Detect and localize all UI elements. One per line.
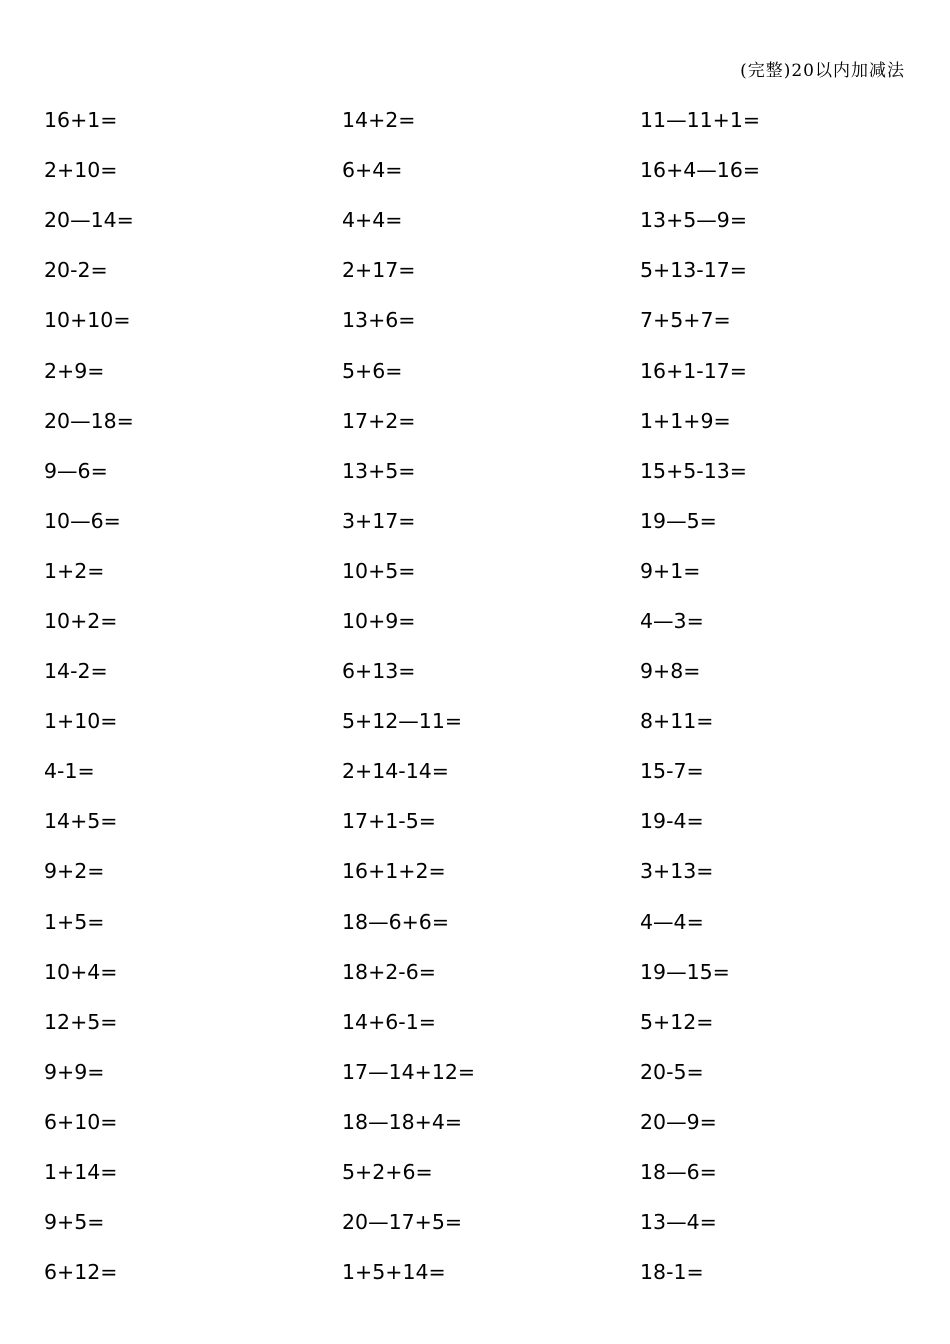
math-problem: 10—6= [44,508,121,533]
problem-row [44,245,924,295]
math-problem: 6+10= [44,1109,118,1134]
math-problem: 10+9= [342,608,416,633]
math-problem: 1+5= [44,909,105,934]
problem-row [44,796,924,846]
math-problem: 9+5= [44,1210,105,1235]
problem-row [44,95,924,145]
math-problem: 18+2-6= [342,959,436,984]
math-problem: 18—6+6= [342,909,450,934]
math-problem: 20-5= [640,1059,704,1084]
problem-row [44,746,924,796]
page-title: (完整)20以内加减法 [740,61,905,81]
math-problem: 13+5= [342,458,416,483]
math-problem: 5+2+6= [342,1160,433,1185]
math-problem: 2+14-14= [342,759,449,784]
math-problem: 16+1= [44,108,118,133]
math-problem: 8+11= [640,709,714,734]
problem-row [44,1147,924,1197]
math-problem: 9+8= [640,659,701,684]
math-problem: 5+6= [342,358,403,383]
problem-row [44,446,924,496]
math-problem: 9—6= [44,458,108,483]
math-problem: 18-1= [640,1260,704,1285]
problem-row [44,846,924,896]
math-problem: 9+9= [44,1059,105,1084]
math-problem: 10+2= [44,608,118,633]
math-problem: 2+10= [44,158,118,183]
math-problem: 7+5+7= [640,308,731,333]
problem-row [44,646,924,696]
problem-row [44,1097,924,1147]
math-problem: 5+12—11= [342,709,463,734]
math-problem: 13+6= [342,308,416,333]
problem-row [44,596,924,646]
math-problem: 1+14= [44,1160,118,1185]
math-problem: 16+1-17= [640,358,747,383]
math-problem: 20-2= [44,258,108,283]
math-problem: 4—4= [640,909,704,934]
math-problem: 17—14+12= [342,1059,476,1084]
problem-grid [44,95,924,1297]
math-problem: 16+1+2= [342,859,446,884]
problem-row [44,696,924,746]
math-problem: 11—11+1= [640,108,761,133]
math-problem: 20—17+5= [342,1210,463,1235]
math-problem: 3+17= [342,508,416,533]
math-problem: 16+4—16= [640,158,761,183]
math-problem: 12+5= [44,1009,118,1034]
math-problem: 5+12= [640,1009,714,1034]
problem-row [44,997,924,1047]
problem-row [44,396,924,446]
math-problem: 19-4= [640,809,704,834]
math-problem: 9+2= [44,859,105,884]
problem-row [44,947,924,997]
math-problem: 19—5= [640,508,717,533]
math-problem: 1+10= [44,709,118,734]
problem-row [44,1047,924,1097]
math-problem: 6+4= [342,158,403,183]
problem-row [44,345,924,395]
math-problem: 4-1= [44,759,95,784]
math-problem: 14+5= [44,809,118,834]
problem-row [44,195,924,245]
math-problem: 6+13= [342,659,416,684]
problem-row [44,546,924,596]
math-problem: 20—14= [44,208,134,233]
problem-row [44,496,924,546]
math-problem: 14-2= [44,659,108,684]
math-problem: 14+6-1= [342,1009,436,1034]
math-problem: 14+2= [342,108,416,133]
math-problem: 13+5—9= [640,208,748,233]
math-problem: 15+5-13= [640,458,747,483]
math-problem: 2+17= [342,258,416,283]
math-problem: 5+13-17= [640,258,747,283]
math-problem: 20—9= [640,1109,717,1134]
math-problem: 6+12= [44,1260,118,1285]
math-problem: 10+4= [44,959,118,984]
problem-row [44,1247,924,1297]
math-problem: 2+9= [44,358,105,383]
problem-row [44,295,924,345]
problem-row [44,897,924,947]
problem-row [44,1197,924,1247]
math-problem: 1+1+9= [640,408,731,433]
math-problem: 4—3= [640,608,704,633]
math-problem: 1+5+14= [342,1260,446,1285]
math-problem: 15-7= [640,759,704,784]
math-problem: 19—15= [640,959,730,984]
math-problem: 20—18= [44,408,134,433]
math-problem: 17+1-5= [342,809,436,834]
math-problem: 18—18+4= [342,1109,463,1134]
problem-row [44,145,924,195]
math-problem: 13—4= [640,1210,717,1235]
math-problem: 10+5= [342,558,416,583]
math-problem: 10+10= [44,308,131,333]
math-problem: 9+1= [640,558,701,583]
math-problem: 1+2= [44,558,105,583]
math-problem: 17+2= [342,408,416,433]
math-problem: 3+13= [640,859,714,884]
math-problem: 18—6= [640,1160,717,1185]
math-problem: 4+4= [342,208,403,233]
